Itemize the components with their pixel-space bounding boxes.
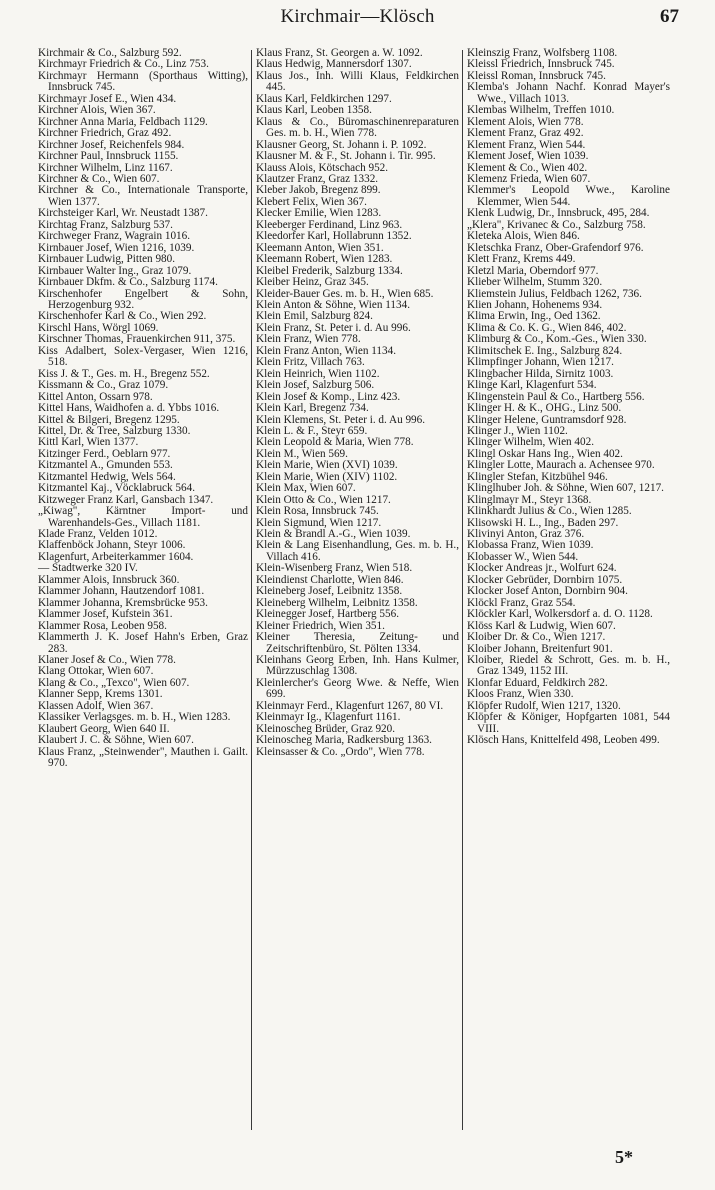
directory-entry: Klein L. & F., Steyr 659. xyxy=(256,424,368,437)
directory-entry: Klaner Josef & Co., Wien 778. xyxy=(38,654,176,667)
directory-entry: Klaus Franz, St. Georgen a. W. 1092. xyxy=(256,47,423,59)
directory-entry: Klobasser W., Wien 544. xyxy=(467,550,579,563)
directory-entry: Kitzinger Ferd., Oeblarn 977. xyxy=(38,447,171,460)
directory-entry: Kirschner Thomas, Frauenkirchen 911, 375. xyxy=(38,333,236,346)
directory-entry: Kleissl Friedrich, Innsbruck 745. xyxy=(467,58,615,71)
directory-entry: Klammer Alois, Innsbruck 360. xyxy=(38,573,180,586)
directory-entry: Klöss Karl & Ludwig, Wien 607. xyxy=(467,619,616,632)
directory-entry: Kliemstein Julius, Feldbach 1262, 736. xyxy=(467,287,642,300)
page-number: 67 xyxy=(660,6,679,27)
directory-entry: Klemba's Johann Nachf. Konrad Mayer's Wwe., Villach 1013. xyxy=(467,81,670,105)
running-title: Kirchmair—Klösch xyxy=(280,6,435,27)
directory-entry: Kirchsteiger Karl, Wr. Neustadt 1387. xyxy=(38,207,208,220)
directory-entry: Klinger H. & K., OHG., Linz 500. xyxy=(467,402,622,415)
directory-entry: Kirchner Anna Maria, Feldbach 1129. xyxy=(38,115,208,128)
directory-entry: Kittl Karl, Wien 1377. xyxy=(38,436,139,449)
directory-entry: Kittel Anton, Ossarn 978. xyxy=(38,390,153,403)
directory-entry: Klima & Co. K. G., Wien 846, 402. xyxy=(467,321,627,334)
directory-entry: Klein Rosa, Innsbruck 745. xyxy=(256,505,379,518)
directory-entry: Klammer Josef, Kufstein 361. xyxy=(38,608,173,621)
directory-entry: Klocker Gebrüder, Dornbirn 1075. xyxy=(467,573,623,586)
directory-entry: Klein Emil, Salzburg 824. xyxy=(256,310,373,323)
directory-entry: Kitzmantel Kaj., Vöcklabruck 564. xyxy=(38,482,195,495)
directory-entry: Kletschka Franz, Ober-Grafendorf 976. xyxy=(467,241,644,254)
directory-entry: Klöckl Franz, Graz 554. xyxy=(467,596,576,609)
directory-entry: Klaus & Co., Büromaschinenreparaturen Ges. m. b. H., Wien 778. xyxy=(256,115,459,140)
directory-entry: Kirchtag Franz, Salzburg 537. xyxy=(38,218,173,231)
directory-entry: Klaubert Georg, Wien 640 II. xyxy=(38,722,170,735)
directory-entry: Klement Franz, Wien 544. xyxy=(467,138,586,151)
directory-entry: Kleemann Robert, Wien 1283. xyxy=(256,253,393,266)
directory-entry: Kleinsasser & Co. „Ordo", Wien 778. xyxy=(256,745,425,758)
directory-entry: Kirchner Josef, Reichenfels 984. xyxy=(38,138,185,151)
directory-entry: Klammerth J. K. Josef Hahn's Erben, Graz 283. xyxy=(38,631,248,655)
directory-entry: Kirschenhofer Karl & Co., Wien 292. xyxy=(38,310,207,323)
directory-entry: Klimburg & Co., Kom.-Ges., Wien 330. xyxy=(467,333,647,346)
directory-entry: Kirchmayr Hermann (Sporthaus Witting), Innsbruck 745. xyxy=(38,69,248,94)
directory-entry: Klausner M. & F., St. Johann i. Tir. 995. xyxy=(256,150,436,163)
directory-entry: Klinger J., Wien 1102. xyxy=(467,424,568,437)
directory-entry: Kitzweger Franz Karl, Gansbach 1347. xyxy=(38,493,214,506)
directory-entry: Kletzl Maria, Oberndorf 977. xyxy=(467,264,599,277)
directory-entry: Klenk Ludwig, Dr., Innsbruck, 495, 284. xyxy=(467,207,650,220)
directory-entry: Kleiber Heinz, Graz 345. xyxy=(256,276,369,289)
directory-entry: Kleinegger Josef, Hartberg 556. xyxy=(256,608,400,621)
directory-entry: Klaus Hedwig, Mannersdorf 1307. xyxy=(256,58,412,71)
directory-entry: Klocker Josef Anton, Dornbirn 904. xyxy=(467,585,628,598)
directory-entry: Kloiber Dr. & Co., Wien 1217. xyxy=(467,631,606,644)
directory-entry: „Kiwag", Kärntner Import- und Warenhandels-Ges., Villach 1181. xyxy=(38,505,248,529)
column-1 xyxy=(38,48,248,1138)
directory-entry: Klein M., Wien 569. xyxy=(256,447,348,460)
directory-entry: Klett Franz, Krems 449. xyxy=(467,253,576,266)
directory-entry: Klausner Georg, St. Johann i. P. 1092. xyxy=(256,138,427,151)
directory-entry: Klein Leopold & Maria, Wien 778. xyxy=(256,436,414,449)
directory-entry: — Stadtwerke 320 IV. xyxy=(38,562,138,575)
directory-entry: Klöckler Karl, Wolkersdorf a. d. O. 1128. xyxy=(467,608,653,621)
directory-entry: Klobassa Franz, Wien 1039. xyxy=(467,539,594,552)
directory-entry: Kleider-Bauer Ges. m. b. H., Wien 685. xyxy=(256,287,434,300)
directory-entry: Kleemann Anton, Wien 351. xyxy=(256,241,384,254)
directory-entry: Kirnbauer Ludwig, Pitten 980. xyxy=(38,253,176,266)
directory-entry: Kirchner Friedrich, Graz 492. xyxy=(38,127,172,140)
directory-entry: Klein Franz Anton, Wien 1134. xyxy=(256,344,396,357)
directory-entry: Kleinmayr Ferd., Klagenfurt 1267, 80 VI. xyxy=(256,699,444,712)
directory-entry: Klöpfer Rudolf, Wien 1217, 1320. xyxy=(467,699,621,712)
directory-entry: Kittel Hans, Waidhofen a. d. Ybbs 1016. xyxy=(38,402,220,415)
directory-entry: Kirchmayr Josef E., Wien 434. xyxy=(38,92,177,105)
directory-entry: Klassiker Verlagsges. m. b. H., Wien 1283. xyxy=(38,711,231,724)
directory-entry: Kleber Jakob, Bregenz 899. xyxy=(256,184,381,197)
directory-entry: Kleeberger Ferdinand, Linz 963. xyxy=(256,218,403,231)
directory-entry: Klonfar Eduard, Feldkirch 282. xyxy=(467,676,608,689)
directory-entry: Klemmer's Leopold Wwe., Karoline Klemmer, Wien 544. xyxy=(467,184,670,208)
directory-entry: Klingl Oskar Hans Ing., Wien 402. xyxy=(467,447,623,460)
directory-entry: Kleibel Frederik, Salzburg 1334. xyxy=(256,264,403,277)
directory-entry: Kleteka Alois, Wien 846. xyxy=(467,230,580,243)
directory-entry: Kirnbauer Josef, Wien 1216, 1039. xyxy=(38,241,195,254)
directory-entry: Kirchner & Co., Internationale Transporte, Wien 1377. xyxy=(38,184,248,208)
directory-entry: Klein & Lang Eisenhandlung, Ges. m. b. H., Villach 416. xyxy=(256,539,459,563)
directory-entry: Klaus Karl, Leoben 1358. xyxy=(256,104,372,117)
directory-entry: Kleinhans Georg Erben, Inh. Hans Kulmer, Mürzzuschlag 1308. xyxy=(256,654,459,678)
directory-entry: Klocker Andreas jr., Wolfurt 624. xyxy=(467,562,617,575)
directory-entry: Klimitschek E. Ing., Salzburg 824. xyxy=(467,344,623,357)
directory-entry: Kirchner & Co., Wien 607. xyxy=(38,172,160,185)
directory-entry: Kleiner Friedrich, Wien 351. xyxy=(256,619,385,632)
directory-entry: Klivinyi Anton, Graz 376. xyxy=(467,528,585,541)
page-header xyxy=(30,4,685,32)
directory-entry: Klein Marie, Wien (XIV) 1102. xyxy=(256,470,398,483)
directory-entry: Klaubert J. C. & Söhne, Wien 607. xyxy=(38,734,194,747)
directory-entry: Klima Erwin, Ing., Oed 1362. xyxy=(467,310,601,323)
directory-entry: Kleinmayr Ig., Klagenfurt 1161. xyxy=(256,711,401,724)
directory-entry: Klecker Emilie, Wien 1283. xyxy=(256,207,382,220)
directory-entry: Klein Josef & Komp., Linz 423. xyxy=(256,390,401,403)
directory-entry: Klammer Rosa, Leoben 958. xyxy=(38,619,167,632)
directory-entry: Klinglhuber Joh. & Söhne, Wien 607, 1217. xyxy=(467,482,664,495)
directory-entry: Kirnbauer Walter Ing., Graz 1079. xyxy=(38,264,192,277)
directory-entry: Klammer Johann, Hautzendorf 1081. xyxy=(38,585,205,598)
directory-entry: Klieber Wilhelm, Stumm 320. xyxy=(467,276,603,289)
directory-entry: Klembas Wilhelm, Treffen 1010. xyxy=(467,104,615,117)
directory-entry: Kleissl Roman, Innsbruck 745. xyxy=(467,69,606,82)
directory-entry: Kleinoscheg Brüder, Graz 920. xyxy=(256,722,396,735)
directory-entry: Klein Franz, Wien 778. xyxy=(256,333,361,346)
directory-entry: Kiss J. & T., Ges. m. H., Bregenz 552. xyxy=(38,367,210,380)
directory-entry: Kleiner Theresia, Zeitung- und Zeitschriftenbüro, St. Pölten 1334. xyxy=(256,631,459,655)
directory-entry: Kloiber Johann, Breitenfurt 901. xyxy=(467,642,613,655)
directory-entry: Klein Anton & Söhne, Wien 1134. xyxy=(256,298,410,311)
signature-mark: 5* xyxy=(615,1147,633,1167)
directory-entry: Kittel & Bilgeri, Bregenz 1295. xyxy=(38,413,180,426)
directory-entry: Kirchmayr Friedrich & Co., Linz 753. xyxy=(38,58,209,71)
directory-entry: Klaus Franz, „Steinwender", Mauthen i. Gailt. 970. xyxy=(38,745,248,770)
column-3 xyxy=(467,48,670,1138)
directory-entry: Klingler Lotte, Maurach a. Achensee 970. xyxy=(467,459,655,472)
directory-entry: Klanner Sepp, Krems 1301. xyxy=(38,688,163,701)
directory-entry: Kleineberg Josef, Leibnitz 1358. xyxy=(256,585,403,598)
directory-entry: Kirchner Paul, Innsbruck 1155. xyxy=(38,150,179,163)
directory-entry: Kleedorfer Karl, Hollabrunn 1352. xyxy=(256,230,412,243)
directory-entry: Klement Franz, Graz 492. xyxy=(467,127,584,140)
directory-entry: Klein Heinrich, Wien 1102. xyxy=(256,367,380,380)
directory-entry: Klement Josef, Wien 1039. xyxy=(467,150,589,163)
directory-entry: Kleinlercher's Georg Wwe. & Neffe, Wien 699. xyxy=(256,676,459,701)
directory-entry: Kirnbauer Dkfm. & Co., Salzburg 1174. xyxy=(38,276,218,289)
directory-entry: Kleineberg Wilhelm, Leibnitz 1358. xyxy=(256,596,418,609)
column-2 xyxy=(256,48,459,1138)
directory-entry: Klein Franz, St. Peter i. d. Au 996. xyxy=(256,321,411,334)
entry-columns xyxy=(38,48,670,1138)
directory-entry: Klein Max, Wien 607. xyxy=(256,482,356,495)
directory-entry: Klein Klemens, St. Peter i. d. Au 996. xyxy=(256,413,426,426)
directory-entry: Klinglmayr M., Steyr 1368. xyxy=(467,493,592,506)
directory-entry: Klinkhardt Julius & Co., Wien 1285. xyxy=(467,505,632,518)
directory-entry: Klein-Wisenberg Franz, Wien 518. xyxy=(256,562,413,575)
directory-entry: Klein Sigmund, Wien 1217. xyxy=(256,516,382,529)
directory-entry: Klein Josef, Salzburg 506. xyxy=(256,379,375,392)
directory-entry: Klemenz Frieda, Wien 607. xyxy=(467,172,591,185)
directory-entry: Klingenstein Paul & Co., Hartberg 556. xyxy=(467,390,645,403)
directory-entry: Kirschenhofer Engelbert & Sohn, Herzogenburg 932. xyxy=(38,287,248,311)
directory-entry: Klein Marie, Wien (XVI) 1039. xyxy=(256,459,398,472)
directory-entry: Klien Johann, Hohenems 934. xyxy=(467,298,603,311)
directory-entry: Klement & Co., Wien 402. xyxy=(467,161,588,174)
directory-entry: Klagenfurt, Arbeiterkammer 1604. xyxy=(38,550,194,563)
directory-entry: Kirchner Alois, Wien 367. xyxy=(38,104,156,117)
directory-entry: Klammer Johanna, Kremsbrücke 953. xyxy=(38,596,208,609)
directory-entry: Klebert Felix, Wien 367. xyxy=(256,195,367,208)
directory-entry: Kleinszig Franz, Wolfsberg 1108. xyxy=(467,47,618,59)
directory-entry: Klassen Adolf, Wien 367. xyxy=(38,699,154,712)
directory-entry: Kittel, Dr. & Tree, Salzburg 1330. xyxy=(38,424,191,437)
directory-entry: „Klera", Krivanec & Co., Salzburg 758. xyxy=(467,218,646,231)
directory-entry: Klingbacher Hilda, Sirnitz 1003. xyxy=(467,367,614,380)
directory-entry: Klimpfinger Johann, Wien 1217. xyxy=(467,356,614,369)
directory-entry: Klinger Helene, Guntramsdorf 928. xyxy=(467,413,627,426)
directory-entry: Klaffenböck Johann, Steyr 1006. xyxy=(38,539,186,552)
directory-entry: Klement Alois, Wien 778. xyxy=(467,115,584,128)
directory-entry: Klaus Karl, Feldkirchen 1297. xyxy=(256,92,392,105)
directory-entry: Klinger Wilhelm, Wien 402. xyxy=(467,436,595,449)
directory-entry: Klöpfer & Königer, Hopfgarten 1081, 544 VIII. xyxy=(467,711,670,735)
directory-entry: Kirchweger Franz, Wagrain 1016. xyxy=(38,230,191,243)
directory-entry: Klein Fritz, Villach 763. xyxy=(256,356,365,369)
directory-entry: Klade Franz, Velden 1012. xyxy=(38,528,158,541)
directory-entry: Klinge Karl, Klagenfurt 534. xyxy=(467,379,597,392)
directory-entry: Klautzer Franz, Graz 1332. xyxy=(256,172,379,185)
directory-entry: Kirchner Wilhelm, Linz 1167. xyxy=(38,161,173,174)
directory-entry: Kleindienst Charlotte, Wien 846. xyxy=(256,573,404,586)
directory-entry: Kitzmantel A., Gmunden 553. xyxy=(38,459,173,472)
directory-entry: Kloiber, Riedel & Schrott, Ges. m. b. H., Graz 1349, 1152 III. xyxy=(467,654,670,678)
directory-entry: Kirchmair & Co., Salzburg 592. xyxy=(38,47,182,59)
directory-entry: Kitzmantel Hedwig, Wels 564. xyxy=(38,470,176,483)
directory-entry: Klisowski H. L., Ing., Baden 297. xyxy=(467,516,619,529)
directory-entry: Kleinoscheg Maria, Radkersburg 1363. xyxy=(256,734,432,747)
directory-entry: Kissmann & Co., Graz 1079. xyxy=(38,379,169,392)
directory-entry: Kloos Franz, Wien 330. xyxy=(467,688,574,701)
directory-entry: Klein Otto & Co., Wien 1217. xyxy=(256,493,391,506)
directory-entry: Kirschl Hans, Wörgl 1069. xyxy=(38,321,159,334)
directory-entry: Klein Karl, Bregenz 734. xyxy=(256,402,369,415)
directory-entry: Klingler Stefan, Kitzbühel 946. xyxy=(467,470,608,483)
directory-entry: Klang & Co., „Texco", Wien 607. xyxy=(38,676,190,689)
directory-entry: Klang Ottokar, Wien 607. xyxy=(38,665,154,678)
directory-entry: Klauss Alois, Kötschach 952. xyxy=(256,161,389,174)
directory-entry: Klösch Hans, Knittelfeld 498, Leoben 499. xyxy=(467,734,660,747)
directory-entry: Klaus Jos., Inh. Willi Klaus, Feldkirchen 445. xyxy=(256,69,459,94)
directory-entry: Kiss Adalbert, Solex-Vergaser, Wien 1216, 518. xyxy=(38,344,248,369)
directory-entry: Klein & Brandl A.-G., Wien 1039. xyxy=(256,528,411,541)
